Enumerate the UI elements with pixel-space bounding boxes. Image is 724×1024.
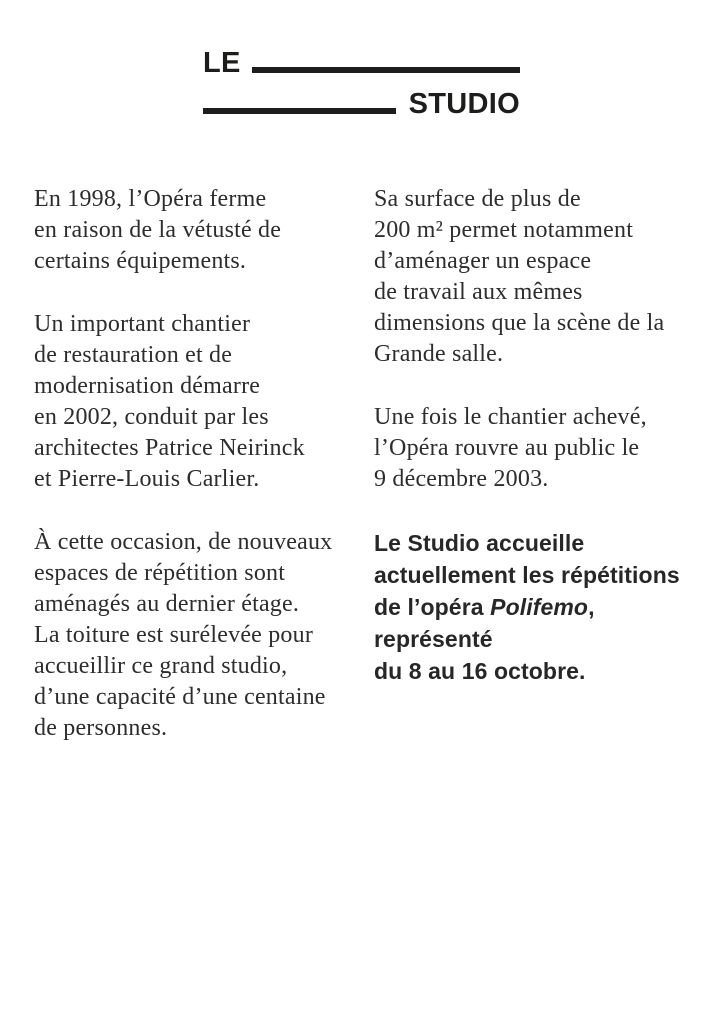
header-rule-top: [252, 67, 520, 73]
header-rule-bottom: [203, 108, 396, 114]
text-line: de personnes.: [34, 715, 168, 741]
text-line: en raison de la vétusté de: [34, 217, 282, 243]
text-line: l’Opéra rouvre au public le: [374, 435, 640, 461]
italic-opera-title: Polifemo: [490, 594, 589, 620]
text-line: architectes Patrice Neirinck: [34, 435, 305, 461]
header-row-2: [203, 88, 520, 120]
body-paragraph: [374, 402, 694, 495]
body-paragraph: [374, 184, 694, 370]
body-paragraph: [34, 527, 374, 744]
text-line: de restauration et de: [34, 342, 233, 368]
text-line: de l’opéra: [374, 594, 491, 620]
text-line: La toiture est surélevée pour: [34, 622, 314, 648]
text-line: À cette occasion, de nouveaux: [34, 529, 333, 555]
text-line: Une fois le chantier achevé,: [374, 404, 647, 430]
text-line: 200 m² permet notamment: [374, 217, 634, 243]
column-right: [374, 184, 694, 744]
body-paragraph: [374, 527, 694, 687]
header-word-studio: STUDIO: [408, 88, 520, 120]
text-line: Un important chantier: [34, 311, 251, 337]
text-line: actuellement les répétitions: [374, 562, 680, 588]
text-line: Sa surface de plus de: [374, 186, 581, 212]
body-paragraph: [34, 184, 374, 277]
header: [203, 47, 520, 120]
text-line: certains équipements.: [34, 248, 247, 274]
body-content: [34, 184, 694, 744]
text-line: ,: [588, 594, 595, 620]
text-line: modernisation démarre: [34, 373, 261, 399]
header-word-le: LE: [203, 47, 241, 79]
text-line: d’aménager un espace: [374, 248, 592, 274]
text-line: en 2002, conduit par les: [34, 404, 269, 430]
text-line: aménagés au dernier étage.: [34, 591, 300, 617]
text-line: Grande salle.: [374, 341, 504, 367]
text-line: espaces de répétition sont: [34, 560, 286, 586]
text-line: de travail aux mêmes: [374, 279, 583, 305]
text-line: accueillir ce grand studio,: [34, 653, 288, 679]
header-row-1: [203, 47, 520, 79]
text-line: Le Studio accueille: [374, 530, 585, 556]
text-line: et Pierre-Louis Carlier.: [34, 466, 260, 492]
text-line: En 1998, l’Opéra ferme: [34, 186, 267, 212]
text-line: du 8 au 16 octobre.: [374, 658, 586, 684]
column-left: [34, 184, 374, 744]
body-paragraph: [34, 309, 374, 495]
text-line: représenté: [374, 626, 493, 652]
text-line: dimensions que la scène de la: [374, 310, 665, 336]
text-line: d’une capacité d’une centaine: [34, 684, 326, 710]
text-line: 9 décembre 2003.: [374, 466, 549, 492]
